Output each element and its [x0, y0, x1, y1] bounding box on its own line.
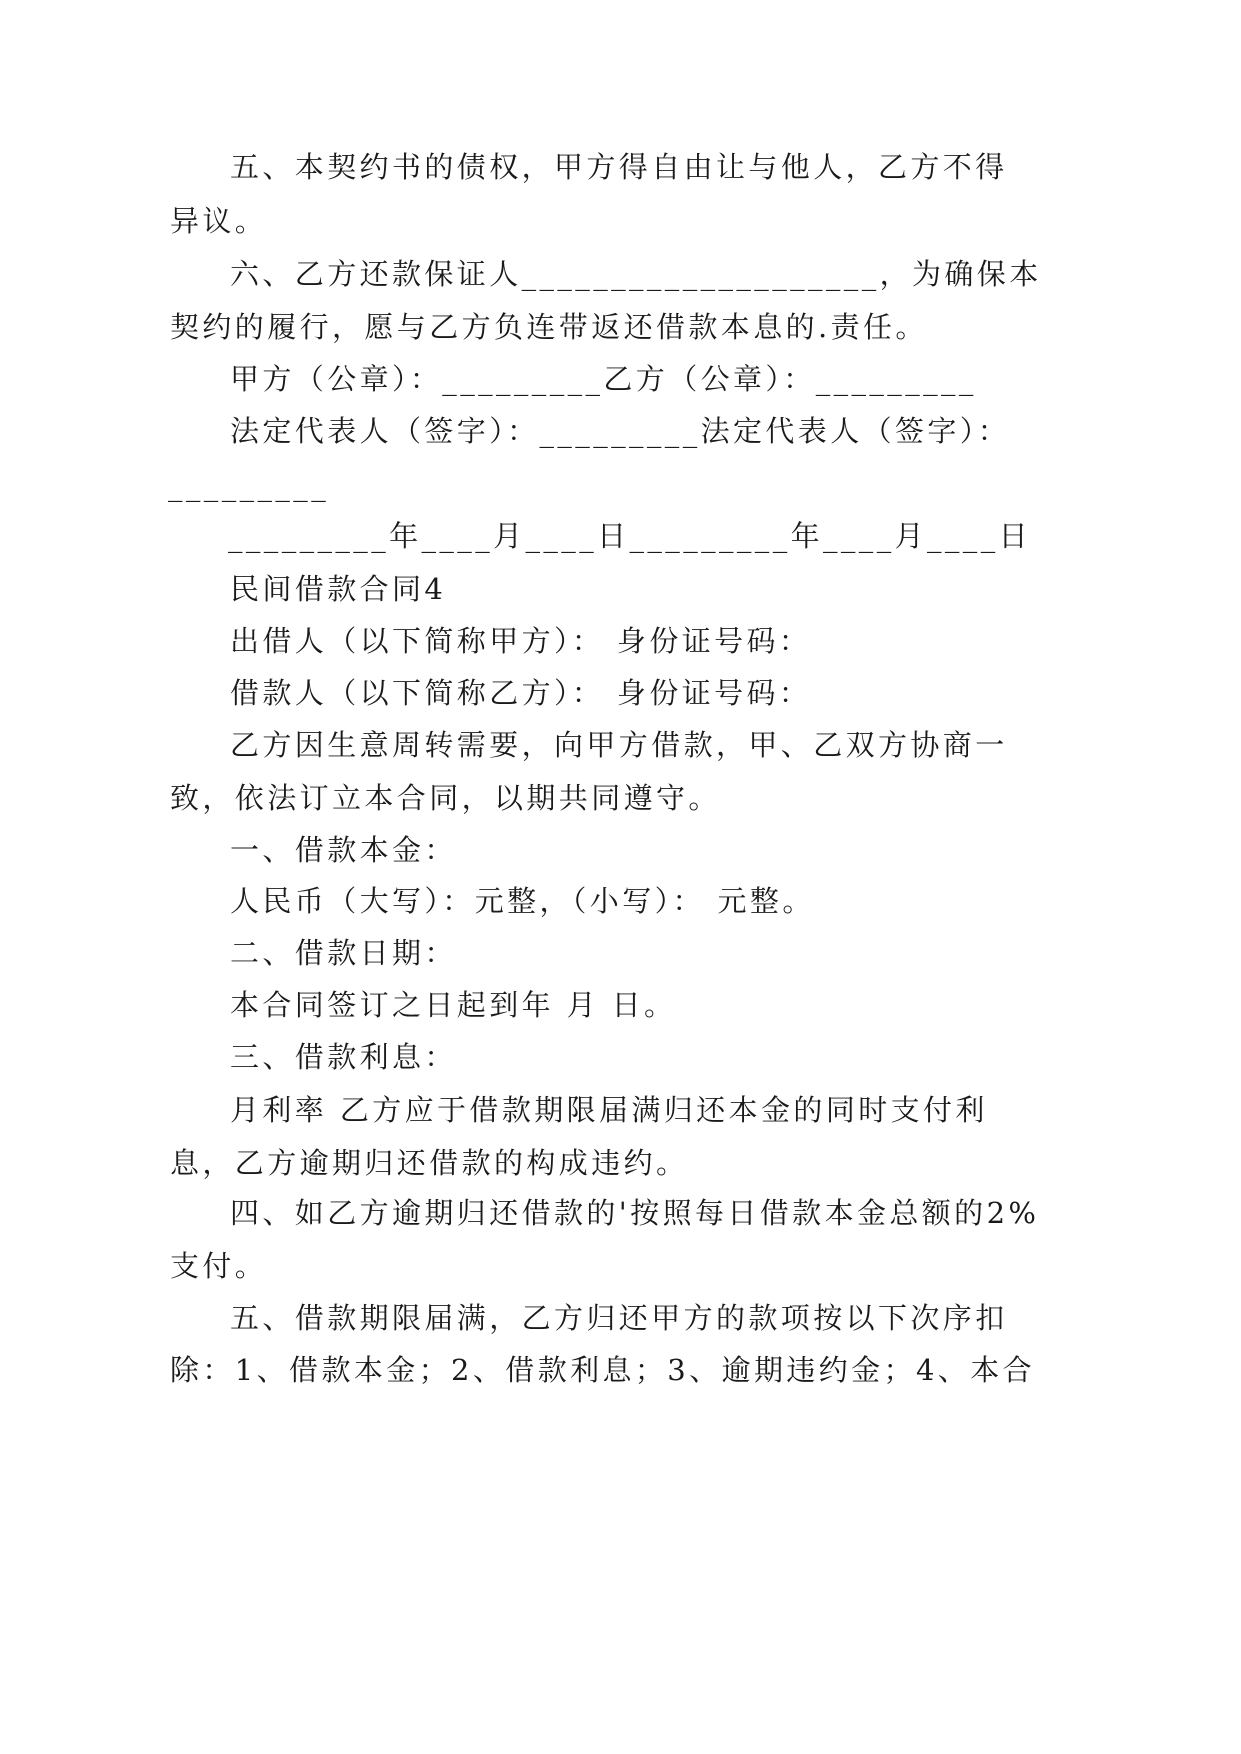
preamble-line-2: 致，依法订立本合同，以期共同遵守。: [170, 781, 721, 815]
borrower-line: 借款人（以下简称乙方）： 身份证号码：: [230, 676, 812, 710]
section-5-line-1: 五、借款期限届满，乙方归还甲方的款项按以下次序扣: [230, 1301, 1008, 1335]
principal-amount-line: 人民币（大写）：元整，（小写）： 元整。: [230, 884, 815, 918]
clause-5-assignment-line-2: 异议。: [170, 204, 268, 238]
signature-date-line: _________年____月____日_________年____月____日: [228, 519, 1031, 553]
clause-5-assignment-line-1: 五、本契约书的债权，甲方得自由让与他人，乙方不得: [230, 150, 1008, 184]
section-3-heading: 三、借款利息：: [230, 1040, 457, 1074]
section-4-line-1: 四、如乙方逾期归还借款的'按照每日借款本金总额的2%: [230, 1196, 1040, 1230]
contract-title: 民间借款合同4: [230, 572, 447, 606]
section-2-heading: 二、借款日期：: [230, 936, 457, 970]
party-seal-line: 甲方（公章）：_________乙方（公章）：_________: [230, 362, 977, 396]
legal-representative-line: 法定代表人（签字）：_________法定代表人（签字）：: [230, 414, 1011, 448]
clause-6-guarantor-line-1: 六、乙方还款保证人____________________，为确保本: [230, 257, 1042, 291]
preamble-line-1: 乙方因生意周转需要，向甲方借款，甲、乙双方协商一: [230, 728, 1008, 762]
section-1-heading: 一、借款本金：: [230, 833, 457, 867]
loan-term-line: 本合同签订之日起到年 月 日。: [230, 988, 677, 1022]
legal-representative-blank: _________: [168, 468, 330, 502]
clause-6-guarantor-line-2: 契约的履行，愿与乙方负连带返还借款本息的.责任。: [170, 310, 928, 344]
section-4-line-2: 支付。: [170, 1249, 268, 1283]
section-5-line-2: 除：1、借款本金；2、借款利息；3、逾期违约金；4、本合: [170, 1353, 1036, 1387]
lender-line: 出借人（以下简称甲方）： 身份证号码：: [230, 624, 812, 658]
interest-line-1: 月利率 乙方应于借款期限届满归还本金的同时支付利: [230, 1093, 988, 1127]
interest-line-2: 息，乙方逾期归还借款的构成违约。: [170, 1146, 689, 1180]
